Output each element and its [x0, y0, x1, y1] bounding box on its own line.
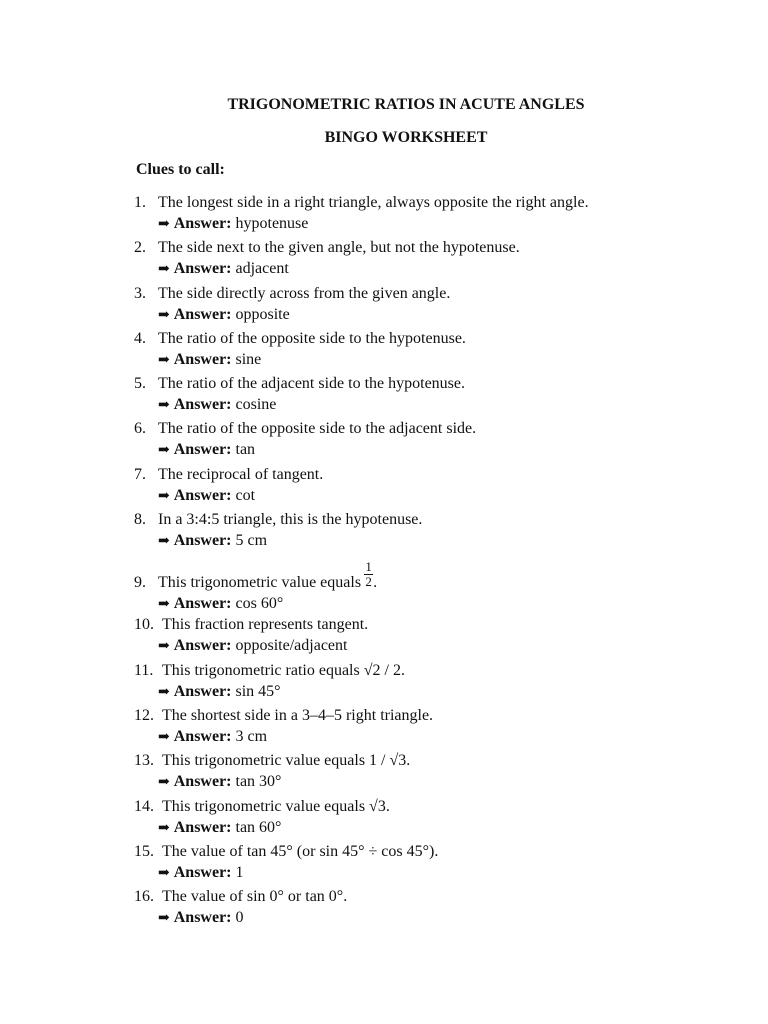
right-arrow-icon: ➡	[158, 488, 170, 504]
answer-value: 3 cm	[235, 727, 268, 745]
right-arrow-icon: ➡	[158, 398, 170, 414]
answer-value: sin 45°	[235, 682, 281, 700]
clue-text: The ratio of the opposite side to the hypotenuse.	[158, 329, 466, 347]
answer-label: Answer:	[173, 773, 232, 791]
answer-line	[134, 726, 754, 748]
fraction	[364, 560, 373, 589]
clue-number: 3.	[134, 284, 146, 302]
right-arrow-icon: ➡	[158, 729, 170, 745]
clue-line	[134, 751, 754, 771]
right-arrow-icon: ➡	[158, 352, 170, 368]
clue-text: The longest side in a right triangle, always opposite the right angle.	[158, 194, 589, 211]
fraction-numerator: 1	[365, 559, 372, 575]
answer-label: Answer:	[173, 727, 232, 745]
clue-item	[134, 706, 754, 751]
clue-text: The ratio of the adjacent side to the hypotenuse.	[158, 375, 466, 393]
answer-value: sine	[235, 350, 262, 368]
clue-text: The shortest side in a 3–4–5 right triangle.	[162, 706, 434, 724]
clue-item	[134, 419, 754, 464]
clue-number: 6.	[134, 420, 146, 438]
clue-text: This trigonometric value equals √3.	[162, 797, 390, 815]
clue-line	[134, 887, 754, 907]
answer-label: Answer:	[173, 486, 232, 504]
page-subtitle: BINGO WORKSHEET	[324, 129, 488, 146]
clue-number: 16.	[134, 888, 154, 906]
answer-value: tan 30°	[235, 773, 282, 791]
answer-line	[134, 304, 754, 326]
answer-line	[134, 907, 754, 929]
clue-line	[134, 419, 754, 439]
right-arrow-icon: ➡	[158, 534, 170, 550]
answer-line	[134, 681, 754, 703]
answer-line	[134, 862, 754, 884]
right-arrow-icon: ➡	[158, 597, 170, 613]
clue-text: The value of sin 0° or tan 0°.	[162, 888, 348, 906]
clue-item	[134, 465, 754, 510]
clue-item	[134, 284, 754, 329]
clue-line	[134, 615, 754, 635]
clue-number: 13.	[134, 752, 154, 770]
clue-text-after: .	[373, 574, 378, 592]
clue-item	[134, 238, 754, 283]
clue-line	[134, 706, 754, 726]
answer-label: Answer:	[173, 260, 232, 278]
answer-label: Answer:	[173, 396, 232, 414]
clue-item	[134, 555, 754, 615]
answer-line	[134, 593, 754, 615]
clue-number: 2.	[134, 239, 146, 257]
right-arrow-icon: ➡	[158, 262, 170, 278]
answer-line	[134, 530, 754, 552]
answer-value: 1	[235, 863, 244, 881]
clue-line	[134, 510, 754, 530]
clue-text: In a 3:4:5 triangle, this is the hypotenuse.	[158, 511, 423, 529]
answer-line	[134, 771, 754, 793]
clue-number: 1.	[134, 194, 146, 211]
answer-value: cos 60°	[235, 595, 284, 613]
clue-line	[134, 797, 754, 817]
clue-item	[134, 329, 754, 374]
right-arrow-icon: ➡	[158, 911, 170, 927]
right-arrow-icon: ➡	[158, 775, 170, 791]
clue-number: 12.	[134, 706, 154, 724]
answer-value: 5 cm	[235, 532, 268, 550]
right-arrow-icon: ➡	[158, 217, 170, 232]
clue-number: 9.	[134, 574, 146, 592]
clue-line	[134, 284, 754, 304]
answer-label: Answer:	[173, 909, 232, 927]
clue-line	[134, 842, 754, 862]
answer-label: Answer:	[173, 863, 232, 881]
clue-text: The side next to the given angle, but not the hypotenuse.	[158, 239, 520, 257]
answer-label: Answer:	[173, 682, 232, 700]
clue-text: The value of tan 45° (or sin 45° ÷ cos 45°).	[162, 842, 439, 860]
clue-number: 4.	[134, 329, 146, 347]
right-arrow-icon: ➡	[158, 865, 170, 881]
answer-line	[134, 817, 754, 839]
answer-label: Answer:	[173, 441, 232, 459]
clue-item	[134, 374, 754, 419]
answer-label: Answer:	[173, 215, 232, 232]
clue-line	[134, 238, 754, 258]
answer-line	[134, 485, 754, 507]
answer-value: opposite/adjacent	[235, 637, 348, 655]
clue-number: 14.	[134, 797, 154, 815]
fraction-denominator: 2	[365, 574, 372, 590]
answer-label: Answer:	[173, 818, 232, 836]
answer-value: adjacent	[235, 260, 289, 278]
clue-item	[134, 842, 754, 887]
clue-item	[134, 887, 754, 932]
clue-number: 10.	[134, 616, 154, 634]
clue-text: This trigonometric value equals	[158, 574, 362, 592]
clue-item	[134, 615, 754, 660]
clue-text: The side directly across from the given angle.	[158, 284, 451, 302]
answer-value: cosine	[235, 396, 277, 414]
answer-value: opposite	[235, 305, 290, 323]
clue-text: This trigonometric value equals 1 / √3.	[162, 752, 411, 770]
clue-text: This trigonometric ratio equals √2 / 2.	[162, 661, 405, 679]
answer-line	[134, 258, 754, 280]
clue-line	[134, 555, 754, 593]
answer-label: Answer:	[173, 305, 232, 323]
right-arrow-icon: ➡	[158, 820, 170, 836]
answer-line	[134, 635, 754, 657]
clue-line	[134, 374, 754, 394]
answer-value: tan	[235, 441, 256, 459]
answer-value: tan 60°	[235, 818, 282, 836]
answer-value: 0	[235, 909, 244, 927]
clue-item	[134, 510, 754, 555]
clue-item	[134, 797, 754, 842]
answer-line	[134, 439, 754, 461]
answer-label: Answer:	[173, 637, 232, 655]
clue-line	[134, 661, 754, 681]
page-title: TRIGONOMETRIC RATIOS IN ACUTE ANGLES	[227, 96, 585, 113]
right-arrow-icon: ➡	[158, 684, 170, 700]
answer-line	[134, 349, 754, 371]
clue-line	[134, 193, 754, 213]
clue-item	[134, 193, 754, 238]
answer-value: hypotenuse	[235, 215, 309, 232]
answer-value: cot	[235, 486, 256, 504]
clue-number: 7.	[134, 465, 146, 483]
right-arrow-icon: ➡	[158, 443, 170, 459]
clue-number: 5.	[134, 375, 146, 393]
clue-line	[134, 465, 754, 485]
clue-text: The ratio of the opposite side to the adjacent side.	[158, 420, 477, 438]
answer-line	[134, 394, 754, 416]
answer-label: Answer:	[173, 350, 232, 368]
clue-number: 8.	[134, 511, 146, 529]
answer-label: Answer:	[173, 532, 232, 550]
clue-item	[134, 751, 754, 796]
clue-item	[134, 661, 754, 706]
clue-line	[134, 329, 754, 349]
clues-heading: Clues to call:	[136, 161, 225, 178]
clue-text: The reciprocal of tangent.	[158, 465, 324, 483]
answer-label: Answer:	[173, 595, 232, 613]
answer-line	[134, 213, 754, 235]
clue-text: This fraction represents tangent.	[162, 616, 369, 634]
clue-number: 11.	[134, 661, 154, 679]
right-arrow-icon: ➡	[158, 307, 170, 323]
right-arrow-icon: ➡	[158, 639, 170, 655]
clue-list	[134, 193, 754, 932]
clue-number: 15.	[134, 842, 154, 860]
